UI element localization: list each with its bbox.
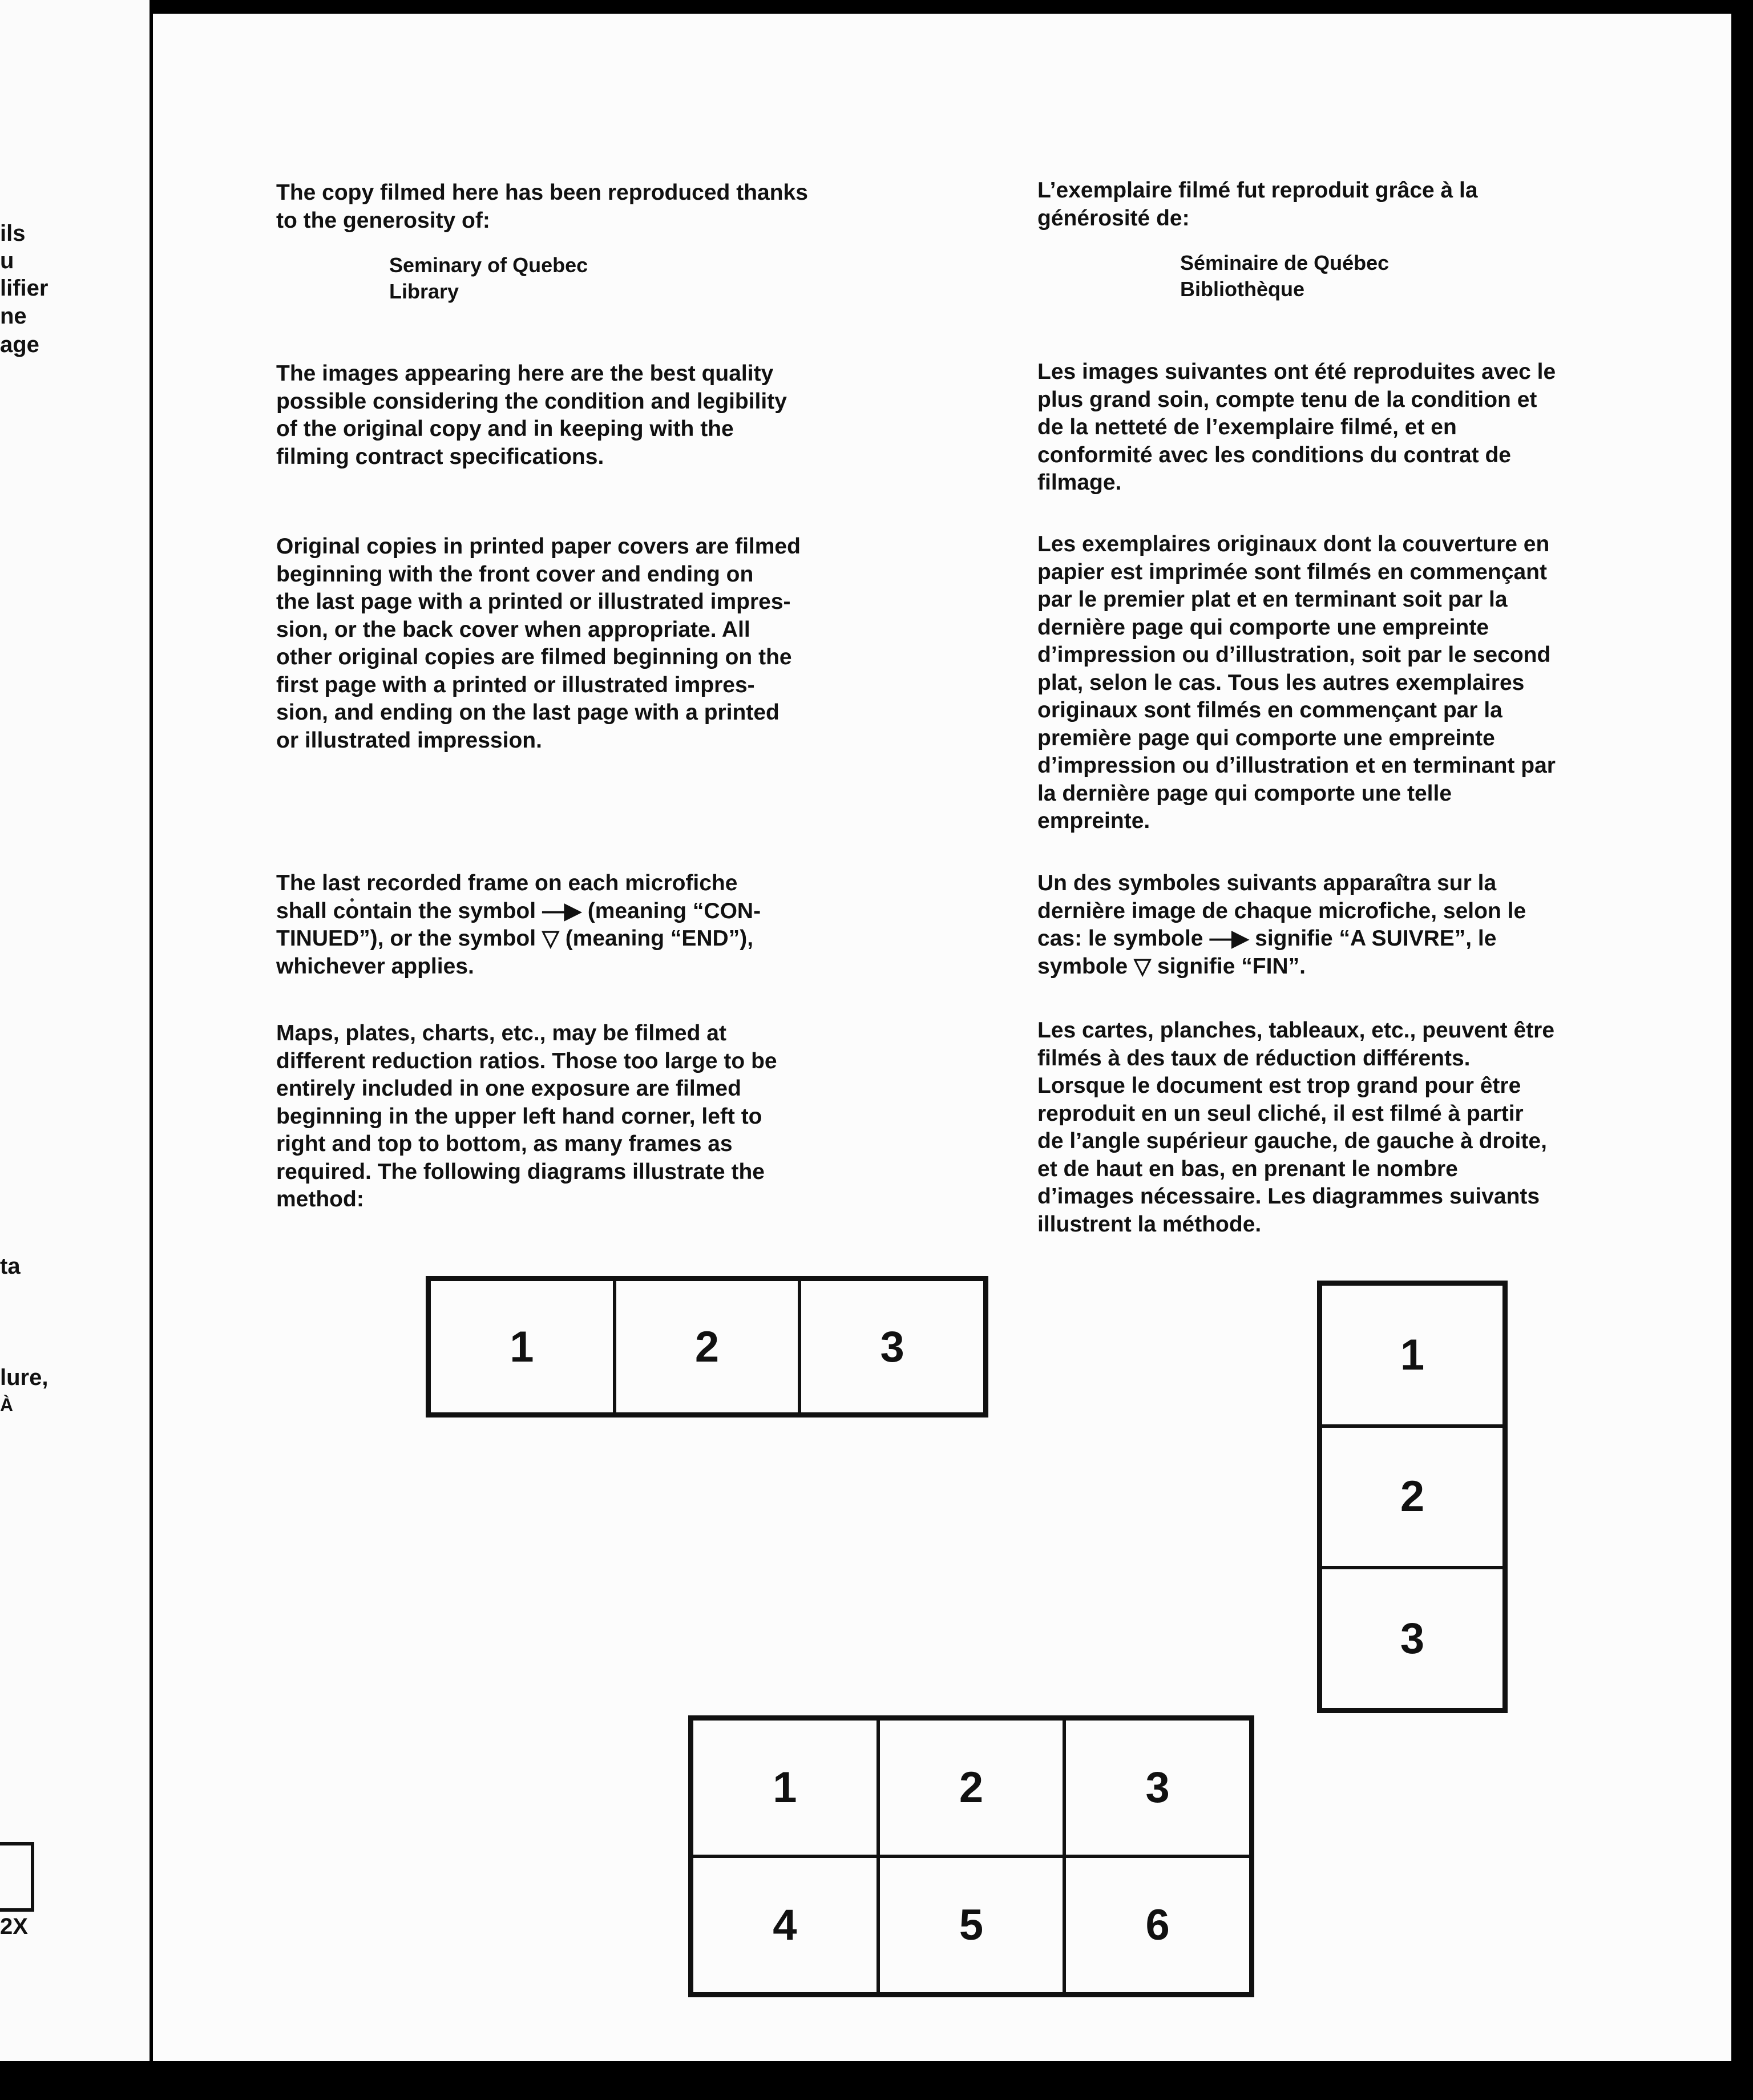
frame-cell: 3 (1064, 1719, 1251, 1856)
frame-cell: 2 (615, 1279, 800, 1414)
french-column (1037, 177, 1682, 1261)
french-frame-paragraph: Un des symboles suivants apparaîtra sur la dernière image de chaque microfiche, selon le cas: le symbole —▶ signifie “A SUIVRE”, le symbole ▽ signifie “FIN”. (1037, 871, 1526, 979)
film-border-top (0, 0, 1753, 14)
frame-cell: 1 (429, 1279, 615, 1414)
frame-cell: 4 (692, 1856, 878, 1994)
film-border-bottom (0, 2061, 1753, 2100)
frame-cell: 5 (878, 1856, 1065, 1994)
strip-fragment: age (0, 332, 39, 357)
strip-fragment: ne (0, 304, 27, 329)
english-covers-paragraph: Original copies in printed paper covers are filmed beginning with the front cover and ending on the last page with a printed or illustrated impres- sion, or the back cover when appropriate. All other original copies are filmed beginning on the first page with a printed or illustrated impres- sion, and ending on the last page with a printed or illustrated impression. (276, 534, 801, 753)
film-border-right (1731, 0, 1753, 2100)
english-quality-paragraph: The images appearing here are the best quality possible considering the condition and legibility of the original copy and in keeping with the filming contract specifications. (276, 361, 787, 469)
french-quality-paragraph: Les images suivantes ont été reproduites avec le plus grand soin, compte tenu de la condition et de la netteté de l’exemplaire filmé, et en conformité avec les conditions du contrat de filmage. (1037, 360, 1556, 495)
english-column (276, 179, 921, 1235)
strip-fragment: 2X (0, 1914, 28, 1939)
strip-fragment: u (0, 248, 14, 273)
vertical-frames-diagram (1317, 1281, 1508, 1713)
english-library-name: Seminary of Quebec Library (389, 253, 588, 303)
horizontal-frames-diagram (426, 1276, 988, 1418)
previous-page-strip (0, 0, 150, 2061)
french-maps-paragraph: Les cartes, planches, tableaux, etc., peuvent être filmés à des taux de réduction différents. Lorsque le document est trop grand pour être reproduit en un seul cliché, il est filmé à partir de l’angle supérieur gauche, de gauche à droite, et de haut en bas, en prenant le nombre d’images nécessaire. Les diagrammes suivants illustrent la méthode. (1037, 1018, 1555, 1237)
french-library-name: Séminaire de Québec Bibliothèque (1180, 251, 1390, 301)
grid-frames-diagram (688, 1715, 1254, 1997)
english-intro: The copy filmed here has been reproduced thanks to the generosity of: (276, 180, 808, 233)
frame-cell: 6 (1064, 1856, 1251, 1994)
frame-cell: 2 (878, 1719, 1065, 1856)
french-covers-paragraph: Les exemplaires originaux dont la couverture en papier est imprimée sont filmés en commençant par le premier plat et en terminant soit par la dernière page qui comporte une empreinte d’impression ou d’illustration, soit par le second plat, selon le cas. Tous les autres exemplaires originaux sont filmés en commençant par la première page qui comporte une empreinte d’impression ou d’illustration et en terminant par la dernière page qui comporte une telle empreinte. (1037, 532, 1556, 833)
frame-cell: 1 (1320, 1284, 1504, 1426)
strip-fragment: lure, (0, 1365, 49, 1390)
frame-cell: 2 (1320, 1426, 1504, 1568)
frame-cell: 3 (1320, 1568, 1504, 1710)
frame-cell: 3 (799, 1279, 985, 1414)
english-maps-paragraph: Maps, plates, charts, etc., may be filmed at different reduction ratios. Those too large to be entirely included in one exposure are filmed beginning in the upper left hand corner, left to right and top to bottom, as many frames as required. The following diagrams illustrate the method: (276, 1021, 777, 1211)
strip-fragment: ils (0, 221, 26, 246)
french-intro: L’exemplaire filmé fut reproduit grâce à la générosité de: (1037, 178, 1478, 231)
strip-fragment: À (0, 1395, 14, 1415)
strip-box-outline (0, 1842, 34, 1912)
english-frame-paragraph: The last recorded frame on each microfiche shall contain the symbol —▶ (meaning “CON- TINUED”), or the symbol ▽ (meaning “END”), whichever applies. (276, 871, 761, 979)
strip-fragment: lifier (0, 276, 49, 301)
strip-fragment: ta (0, 1254, 21, 1279)
frame-cell: 1 (692, 1719, 878, 1856)
document-page (153, 14, 1731, 2061)
